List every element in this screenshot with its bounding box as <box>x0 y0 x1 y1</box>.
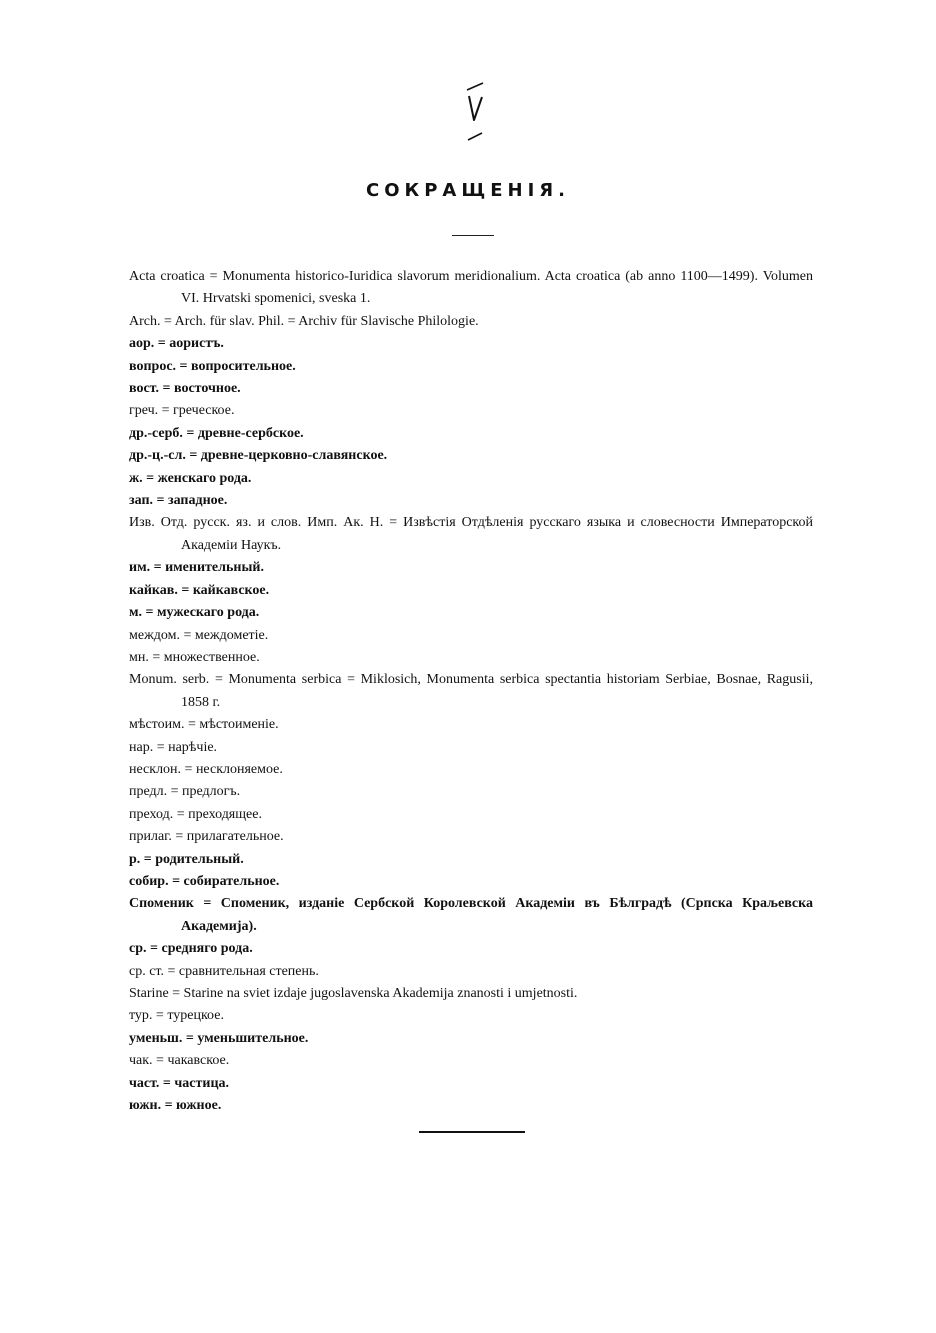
list-item: тур. = турецкое. <box>129 1008 224 1024</box>
list-item: нар. = нарѣчіе. <box>129 739 218 755</box>
list-item: вост. = восточное. <box>129 381 241 397</box>
list-item: Acta croatica = Monumenta historico-Iuridica slavorum meridionalium. Acta croatica (ab anno 1100—1499). Volumen VI. Hrvatski spomenici, sveska 1. <box>129 269 813 307</box>
list-item: др.-серб. = древне-сербское. <box>129 425 304 441</box>
page-mark <box>455 78 495 148</box>
list-item: р. = родительный. <box>129 851 244 867</box>
list-item: м. = мужескаго рода. <box>129 605 260 621</box>
list-item: Arch. = Arch. für slav. Phil. = Archiv für Slavische Philologie. <box>129 313 479 329</box>
list-item: ср. ст. = сравнительная степень. <box>129 963 319 979</box>
list-item: собир. = собирательное. <box>129 873 280 889</box>
list-item: прилаг. = прилагательное. <box>129 829 284 845</box>
list-item: междом. = междометіе. <box>129 627 269 643</box>
list-item: Споменик = Споменик, изданіе Сербской Королевской Академіи въ Бѣлградѣ (Српска Краљевска Академија). <box>129 896 813 934</box>
list-item: несклон. = несклоняемое. <box>129 761 283 777</box>
list-item: др.-ц.-сл. = древне-церковно-славянское. <box>129 448 388 464</box>
title-divider <box>452 235 494 236</box>
list-item: преход. = преходящее. <box>129 806 262 822</box>
list-item: ж. = женскаго рода. <box>129 470 252 486</box>
list-item: ср. = средняго рода. <box>129 941 253 957</box>
page-title: СОКРАЩЕНІЯ. <box>366 180 570 201</box>
list-item: вопрос. = вопросительное. <box>129 358 296 374</box>
list-item: Starine = Starine na sviet izdaje jugoslavenska Akademija znanosti i umjetnosti. <box>129 986 578 1001</box>
list-item: зап. = западное. <box>129 493 228 509</box>
list-item: Monum. serb. = Monumenta serbica = Miklosich, Monumenta serbica spectantia historiam Serbiae, Bosnae, Ragusii, 1858 г. <box>129 672 813 710</box>
end-rule <box>419 1131 525 1133</box>
list-item: част. = частица. <box>129 1075 230 1091</box>
list-item: Изв. Отд. русск. яз. и слов. Имп. Ак. Н. = Извѣстія Отдѣленія русскаго языка и словесности Императорской Академіи Наукъ. <box>129 515 813 553</box>
list-item: мѣстоим. = мѣстоименіе. <box>129 717 279 733</box>
list-item: уменьш. = уменьшительное. <box>129 1030 309 1046</box>
abbreviation-list <box>129 266 813 1117</box>
list-item: чак. = чакавское. <box>129 1053 230 1069</box>
list-item: кайкав. = кайкавское. <box>129 582 270 598</box>
list-item: греч. = греческое. <box>129 403 235 419</box>
list-item: предл. = предлогъ. <box>129 784 241 800</box>
list-item: аор. = аористъ. <box>129 336 224 352</box>
list-item: мн. = множественное. <box>129 649 260 665</box>
list-item: им. = именительный. <box>129 560 264 576</box>
list-item: южн. = южное. <box>129 1098 222 1114</box>
